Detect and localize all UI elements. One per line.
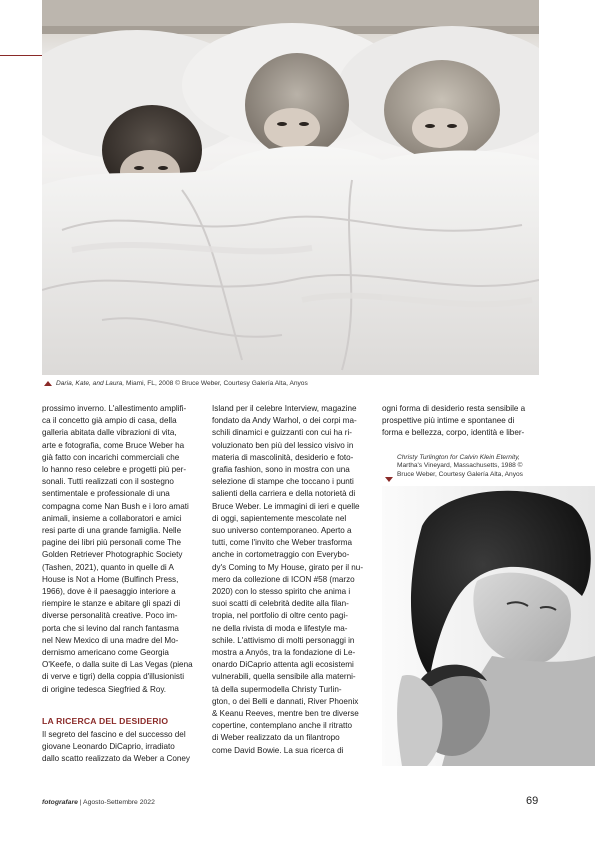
caption-title: Daria, Kate, and Laura, [56,380,125,387]
text-column-1-continued [42,729,202,766]
photo-woman-holding-child [382,486,595,766]
text-line: galleria abitata dalle vibrazioni di vita, [42,428,177,438]
text-line: materia di mascolinità, desiderio e foto- [212,452,354,462]
text-line: compagna come Nan Bush e i loro amati [42,501,189,511]
text-line: mostra a Anyós, tra la fondazione di Le- [212,648,356,658]
text-line: sonali. Tutti realizzati con il sostegno [42,477,174,487]
text-line: di origine tedesca Siegfried & Roy. [42,684,167,694]
text-line: 1966), dove è il paesaggio interiore a [42,587,176,597]
text-line: animali, insieme a collaboratori e amici [42,513,182,523]
text-line: forma e bellezza, corpo, identità e liber- [382,428,525,438]
footer-magazine-info [42,799,155,806]
text-line: O'Keefe, o dalla suite di Las Vegas (piena [42,660,193,670]
text-line: tà della supermodella Christy Turlin- [212,684,342,694]
text-line: di verve e tigri) della coppia d'illusionisti [42,672,185,682]
text-line: voluzionato ben più del lessico visivo in [212,440,354,450]
text-line: ne della rivista di moda e lifestyle ma- [212,623,348,633]
photo-three-women-in-bed [42,0,539,375]
caption-credit: Miami, FL, 2008 © Bruce Weber, Courtesy Galería Alta, Anyos [124,380,308,387]
text-column-3 [382,403,542,440]
text-line: resi parte di una grande famiglia. Nelle [42,526,182,536]
text-line: riempire le stanze e abitare gli spazi di [42,599,181,609]
text-line: fondato da Andy Warhol, o dei corpi ma- [212,416,357,426]
text-line: grafia fashion, sono in mostra con una [212,465,350,475]
caption-title: Christy Turlington for Calvin Klein Eternity, [397,454,520,461]
text-line: giovane Leonardo DiCaprio, irradiato [42,742,175,752]
text-line: mero da collezione di ICON #58 (marzo [212,574,355,584]
text-line: Golden Retriever Photographic Society [42,550,183,560]
triangle-down-icon [385,477,393,482]
text-line: House is Not a Home (Bulfinch Press, [42,574,179,584]
text-line: salienti della carriera e della notorietà di [212,489,356,499]
text-line: anche in cortometraggio con Everybo- [212,550,350,560]
text-column-2 [212,403,372,757]
caption-credit: Martha's Vineyard, Massachusetts, 1988 © Bruce Weber, Courtesy Galería Alta, Anyos [397,462,523,478]
text-line: porta che si levino dal ranch fantasma [42,623,179,633]
text-line: ogni forma di desiderio resta sensibile a [382,404,526,413]
page-number: 69 [526,795,539,807]
text-line: gton, o dei Belli e dannati, River Phoenix [212,696,359,706]
accent-rule [0,55,42,56]
text-line: schili dinamici e guizzanti con cui ha ri- [212,428,352,438]
issue-date: | Agosto-Settembre 2022 [77,799,155,806]
text-line: tutti, come l'invito che Weber trasforma [212,538,353,548]
photo-caption-right [397,454,532,479]
text-line: diverse personalità creative. Poco im- [42,611,178,621]
triangle-up-icon [44,381,52,386]
text-line: Il segreto del fascino e del successo del [42,730,186,739]
text-column-1 [42,403,202,696]
text-line: già fatto con incarichi commerciali che [42,452,180,462]
text-line: Island per il celebre Interview, magazine [212,404,357,413]
text-line: schile. L'attivismo di molti personaggi in [212,635,355,645]
text-line: ca il concetto già ampio di casa, della [42,416,177,426]
text-line: prospettive più intime e spontanee di [382,416,515,426]
text-line: nel New Mexico di una madre del Mo- [42,635,179,645]
text-line: dernismo americano come Georgia [42,648,169,658]
text-line: sentimentale e professionale di una [42,489,170,499]
text-line: selezione di stampe che toccano i punti [212,477,354,487]
text-line: dallo scatto realizzato da Weber a Coney [42,754,190,764]
photo-caption-top [44,380,424,388]
text-line: onardo DiCaprio attenta agli ecosistemi [212,660,354,670]
text-line: prossimo inverno. L'allestimento amplifi- [42,404,187,413]
text-line: (Tashen, 2021), quanto in quelle di A [42,562,174,572]
text-line: tropia, nel portfolio di oltre cento pagi- [212,611,348,621]
text-line: & Keanu Reeves, mentre ben tre diverse [212,709,359,719]
text-line: di oggi, sapientemente mescolate nel [212,513,347,523]
text-line: suo universo contemporaneo. Aperto a [212,526,352,536]
section-heading: LA RICERCA DEL DESIDERIO [42,716,169,726]
text-line: Bruce Weber. Le immagini di ieri e quelle [212,501,360,511]
text-line: dy's Coming to My House, girato per il nu- [212,562,364,572]
text-line: come David Bowie. La sua ricerca di [212,745,344,755]
text-line: di Weber realizzato da un filantropo [212,733,340,743]
magazine-name: fotografare [42,799,78,806]
text-line: pagine dei libri più personali come The [42,538,181,548]
text-line: 2020) con lo stesso spirito che anima i [212,587,351,597]
text-line: copertine, contemplano anche il ritratto [212,721,353,731]
text-line: lo hanno reso celebre e progetti più per- [42,465,187,475]
text-line: suoi scatti di celebrità dedite alla filan- [212,599,349,609]
text-line: arte e fotografia, come Bruce Weber ha [42,440,185,450]
text-line: vulnerabili, quella sensibile alla materni- [212,672,356,682]
